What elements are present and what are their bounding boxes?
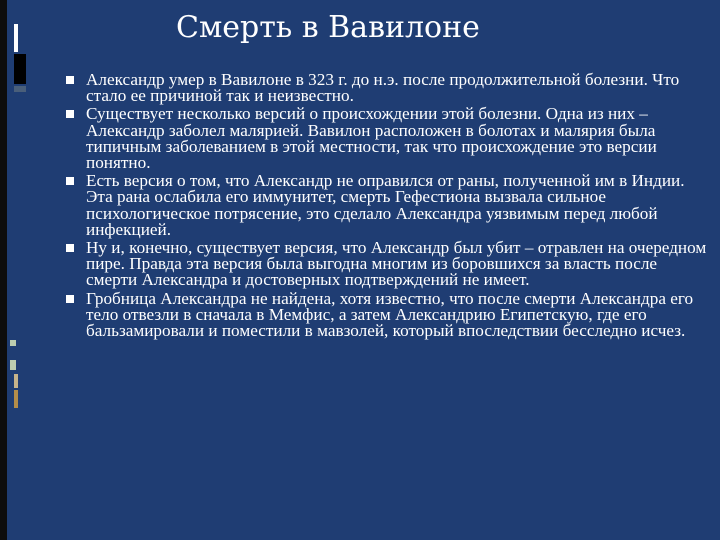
bullet-text: Гробница Александра не найдена, хотя известно, что после смерти Александра его тело отвезли в сначала в Мемфис, а затем Александрию Египетскую, где его бальзамировали и поместили в мавзолей, который впоследствии бесследно исчез. <box>86 288 694 341</box>
left-accent-bar <box>0 0 7 540</box>
decorative-square <box>14 54 26 84</box>
decorative-square <box>10 360 16 370</box>
square-bullet-icon <box>66 244 74 252</box>
bullet-text: Ну и, конечно, существует версия, что Александр был убит – отравлен на очередном пире. Правда эта версия была выгодна многим из боровшихся за власть после смерти Александра и достоверных подтверждений не имеет. <box>86 238 707 290</box>
bullet-item <box>62 288 712 341</box>
decorative-square <box>14 390 18 408</box>
square-bullet-icon <box>66 177 74 185</box>
decorative-square <box>14 24 18 52</box>
square-bullet-icon <box>66 110 74 118</box>
decorative-square <box>10 340 16 346</box>
bullet-item <box>62 106 712 171</box>
bullet-list <box>62 72 712 341</box>
bullet-text: Есть версия о том, что Александр не оправился от раны, полученной им в Индии. Эта рана ослабила его иммунитет, смерть Гефестиона вызвала сильное психологическое потрясение, это сделало Александра уязвимым перед любой инфекцией. <box>86 171 685 239</box>
bullet-text: Александр умер в Вавилоне в 323 г. до н.э. после продолжительной болезни. Что стало ее причиной так и неизвестно. <box>86 70 680 106</box>
square-bullet-icon <box>66 76 74 84</box>
decorative-square <box>14 374 18 388</box>
square-bullet-icon <box>66 295 74 303</box>
slide-title: Смерть в Вавилоне <box>176 10 480 45</box>
bullet-item <box>62 240 712 289</box>
decorative-square <box>14 86 26 92</box>
bullet-item <box>62 173 712 238</box>
bullet-text: Существует несколько версий о происхождении этой болезни. Одна из них – Александр заболел малярией. Вавилон расположен в болотах и малярия была типичным заболеванием в этой местности, так что происхождение это версии понятно. <box>86 104 657 173</box>
bullet-item <box>62 72 712 104</box>
